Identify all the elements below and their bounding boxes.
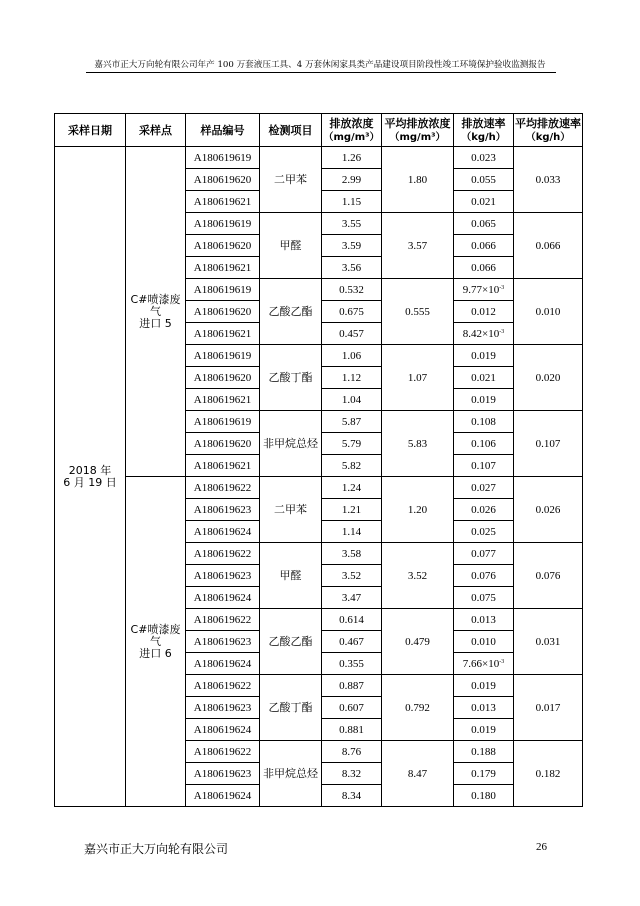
concentration-cell: 8.32 bbox=[322, 763, 382, 785]
sample-id-cell: A180619621 bbox=[186, 323, 260, 345]
emission-rate-cell: 0.066 bbox=[454, 257, 514, 279]
emission-rate-cell: 0.013 bbox=[454, 609, 514, 631]
test-item-cell: 二甲苯 bbox=[260, 477, 322, 543]
test-item-cell: 乙酸乙酯 bbox=[260, 609, 322, 675]
emission-rate-cell: 0.066 bbox=[454, 235, 514, 257]
concentration-cell: 0.467 bbox=[322, 631, 382, 653]
sample-id-cell: A180619619 bbox=[186, 147, 260, 169]
concentration-cell: 2.99 bbox=[322, 169, 382, 191]
sample-id-cell: A180619620 bbox=[186, 235, 260, 257]
concentration-cell: 0.607 bbox=[322, 697, 382, 719]
sample-id-cell: A180619623 bbox=[186, 763, 260, 785]
emission-rate-cell: 0.013 bbox=[454, 697, 514, 719]
emission-rate-cell: 0.021 bbox=[454, 191, 514, 213]
emission-rate-cell bbox=[454, 323, 514, 345]
emission-rate-cell: 0.179 bbox=[454, 763, 514, 785]
emission-rate-cell bbox=[454, 653, 514, 675]
test-item-cell: 非甲烷总烃 bbox=[260, 741, 322, 807]
concentration-cell: 0.887 bbox=[322, 675, 382, 697]
emission-rate-cell: 0.019 bbox=[454, 389, 514, 411]
test-item-cell: 二甲苯 bbox=[260, 147, 322, 213]
sample-id-cell: A180619622 bbox=[186, 675, 260, 697]
emission-rate-cell: 0.010 bbox=[454, 631, 514, 653]
emission-rate-cell: 0.077 bbox=[454, 543, 514, 565]
sample-id-cell: A180619620 bbox=[186, 301, 260, 323]
concentration-cell: 1.06 bbox=[322, 345, 382, 367]
test-item-cell: 非甲烷总烃 bbox=[260, 411, 322, 477]
sample-id-cell: A180619621 bbox=[186, 455, 260, 477]
emission-rate-cell: 0.065 bbox=[454, 213, 514, 235]
sample-id-cell: A180619624 bbox=[186, 653, 260, 675]
sample-id-cell: A180619619 bbox=[186, 411, 260, 433]
concentration-cell: 1.12 bbox=[322, 367, 382, 389]
concentration-cell: 0.457 bbox=[322, 323, 382, 345]
sample-id-cell: A180619621 bbox=[186, 389, 260, 411]
avg-rate-cell: 0.031 bbox=[514, 609, 583, 675]
concentration-cell: 8.34 bbox=[322, 785, 382, 807]
page-number: 26 bbox=[536, 841, 547, 853]
avg-concentration-cell: 3.52 bbox=[382, 543, 454, 609]
sample-id-cell: A180619623 bbox=[186, 631, 260, 653]
concentration-cell: 3.55 bbox=[322, 213, 382, 235]
avg-concentration-cell: 0.792 bbox=[382, 675, 454, 741]
emission-rate-cell: 0.012 bbox=[454, 301, 514, 323]
emission-rate-cell: 0.106 bbox=[454, 433, 514, 455]
concentration-cell: 3.47 bbox=[322, 587, 382, 609]
rate-mantissa: 9.77×10 bbox=[462, 283, 500, 296]
sample-id-cell: A180619622 bbox=[186, 609, 260, 631]
avg-rate-cell: 0.020 bbox=[514, 345, 583, 411]
emission-rate-cell: 0.108 bbox=[454, 411, 514, 433]
emission-rate-cell: 0.075 bbox=[454, 587, 514, 609]
concentration-cell: 0.355 bbox=[322, 653, 382, 675]
concentration-cell: 3.56 bbox=[322, 257, 382, 279]
emission-rate-cell: 0.023 bbox=[454, 147, 514, 169]
emission-rate-cell: 0.180 bbox=[454, 785, 514, 807]
test-item-cell: 乙酸乙酯 bbox=[260, 279, 322, 345]
concentration-cell: 1.14 bbox=[322, 521, 382, 543]
emission-rate-cell bbox=[454, 279, 514, 301]
test-item-cell: 乙酸丁酯 bbox=[260, 345, 322, 411]
test-item-cell: 甲醛 bbox=[260, 543, 322, 609]
test-item-cell: 甲醛 bbox=[260, 213, 322, 279]
avg-concentration-cell: 1.07 bbox=[382, 345, 454, 411]
header-divider bbox=[86, 72, 556, 73]
concentration-cell: 5.87 bbox=[322, 411, 382, 433]
emission-rate-cell: 0.019 bbox=[454, 719, 514, 741]
concentration-cell: 1.21 bbox=[322, 499, 382, 521]
col-header-rate: 排放速率 （kg/h） bbox=[454, 114, 514, 147]
sample-id-cell: A180619624 bbox=[186, 587, 260, 609]
avg-concentration-cell: 0.555 bbox=[382, 279, 454, 345]
avg-concentration-cell: 1.80 bbox=[382, 147, 454, 213]
col-header-item: 检测项目 bbox=[260, 114, 322, 147]
table-row bbox=[55, 477, 583, 499]
concentration-cell: 3.52 bbox=[322, 565, 382, 587]
concentration-cell: 8.76 bbox=[322, 741, 382, 763]
sampling-site-cell: C#喷漆废气 进口 5 bbox=[126, 147, 186, 477]
concentration-cell: 3.58 bbox=[322, 543, 382, 565]
concentration-cell: 5.82 bbox=[322, 455, 382, 477]
col-header-conc: 排放浓度 （mg/m³） bbox=[322, 114, 382, 147]
emission-rate-cell: 0.019 bbox=[454, 675, 514, 697]
avg-concentration-cell: 5.83 bbox=[382, 411, 454, 477]
rate-exponent: -3 bbox=[499, 658, 505, 665]
emission-rate-cell: 0.055 bbox=[454, 169, 514, 191]
rate-mantissa: 8.42×10 bbox=[462, 327, 500, 340]
sample-id-cell: A180619624 bbox=[186, 521, 260, 543]
concentration-cell: 5.79 bbox=[322, 433, 382, 455]
avg-concentration-cell: 8.47 bbox=[382, 741, 454, 807]
emission-rate-cell: 0.076 bbox=[454, 565, 514, 587]
test-item-cell: 乙酸丁酯 bbox=[260, 675, 322, 741]
col-header-sample: 样品编号 bbox=[186, 114, 260, 147]
sample-id-cell: A180619624 bbox=[186, 719, 260, 741]
sample-id-cell: A180619624 bbox=[186, 785, 260, 807]
emission-rate-cell: 0.107 bbox=[454, 455, 514, 477]
avg-rate-cell: 0.107 bbox=[514, 411, 583, 477]
emission-rate-cell: 0.021 bbox=[454, 367, 514, 389]
table-header-row bbox=[55, 114, 583, 147]
col-header-avg-conc: 平均排放浓度 （mg/m³） bbox=[382, 114, 454, 147]
sampling-date-cell: 2018 年 6 月 19 日 bbox=[55, 147, 126, 807]
sample-id-cell: A180619619 bbox=[186, 279, 260, 301]
report-header: 嘉兴市正大万向轮有限公司年产 100 万套液压工具、4 万套休闲家具类产品建设项目阶段性竣工环境保护验收监测报告 bbox=[94, 60, 546, 70]
avg-concentration-cell: 3.57 bbox=[382, 213, 454, 279]
avg-concentration-cell: 0.479 bbox=[382, 609, 454, 675]
emission-rate-cell: 0.019 bbox=[454, 345, 514, 367]
sample-id-cell: A180619619 bbox=[186, 213, 260, 235]
rate-exponent: -3 bbox=[499, 328, 505, 335]
concentration-cell: 0.532 bbox=[322, 279, 382, 301]
sample-id-cell: A180619622 bbox=[186, 741, 260, 763]
emission-rate-cell: 0.027 bbox=[454, 477, 514, 499]
rate-exponent: -3 bbox=[499, 284, 505, 291]
col-header-site: 采样点 bbox=[126, 114, 186, 147]
sample-id-cell: A180619620 bbox=[186, 367, 260, 389]
sample-id-cell: A180619622 bbox=[186, 543, 260, 565]
concentration-cell: 1.04 bbox=[322, 389, 382, 411]
sample-id-cell: A180619623 bbox=[186, 697, 260, 719]
concentration-cell: 1.26 bbox=[322, 147, 382, 169]
table-row bbox=[55, 147, 583, 169]
footer-company: 嘉兴市正大万向轮有限公司 bbox=[84, 842, 229, 856]
concentration-cell: 1.15 bbox=[322, 191, 382, 213]
avg-rate-cell: 0.033 bbox=[514, 147, 583, 213]
avg-rate-cell: 0.066 bbox=[514, 213, 583, 279]
emission-rate-cell: 0.188 bbox=[454, 741, 514, 763]
avg-rate-cell: 0.017 bbox=[514, 675, 583, 741]
concentration-cell: 0.675 bbox=[322, 301, 382, 323]
sample-id-cell: A180619622 bbox=[186, 477, 260, 499]
concentration-cell: 1.24 bbox=[322, 477, 382, 499]
sample-id-cell: A180619619 bbox=[186, 345, 260, 367]
sample-id-cell: A180619620 bbox=[186, 169, 260, 191]
avg-concentration-cell: 1.20 bbox=[382, 477, 454, 543]
monitoring-table bbox=[54, 113, 583, 807]
emission-rate-cell: 0.025 bbox=[454, 521, 514, 543]
table-body bbox=[55, 147, 583, 807]
sampling-site-cell: C#喷漆废气 进口 6 bbox=[126, 477, 186, 807]
col-header-date: 采样日期 bbox=[55, 114, 126, 147]
concentration-cell: 0.614 bbox=[322, 609, 382, 631]
sample-id-cell: A180619621 bbox=[186, 191, 260, 213]
avg-rate-cell: 0.026 bbox=[514, 477, 583, 543]
concentration-cell: 0.881 bbox=[322, 719, 382, 741]
emission-rate-cell: 0.026 bbox=[454, 499, 514, 521]
col-header-avg-rate: 平均排放速率 （kg/h） bbox=[514, 114, 583, 147]
concentration-cell: 3.59 bbox=[322, 235, 382, 257]
avg-rate-cell: 0.076 bbox=[514, 543, 583, 609]
avg-rate-cell: 0.182 bbox=[514, 741, 583, 807]
rate-mantissa: 7.66×10 bbox=[462, 657, 500, 670]
sample-id-cell: A180619621 bbox=[186, 257, 260, 279]
avg-rate-cell: 0.010 bbox=[514, 279, 583, 345]
sample-id-cell: A180619620 bbox=[186, 433, 260, 455]
sample-id-cell: A180619623 bbox=[186, 565, 260, 587]
sample-id-cell: A180619623 bbox=[186, 499, 260, 521]
